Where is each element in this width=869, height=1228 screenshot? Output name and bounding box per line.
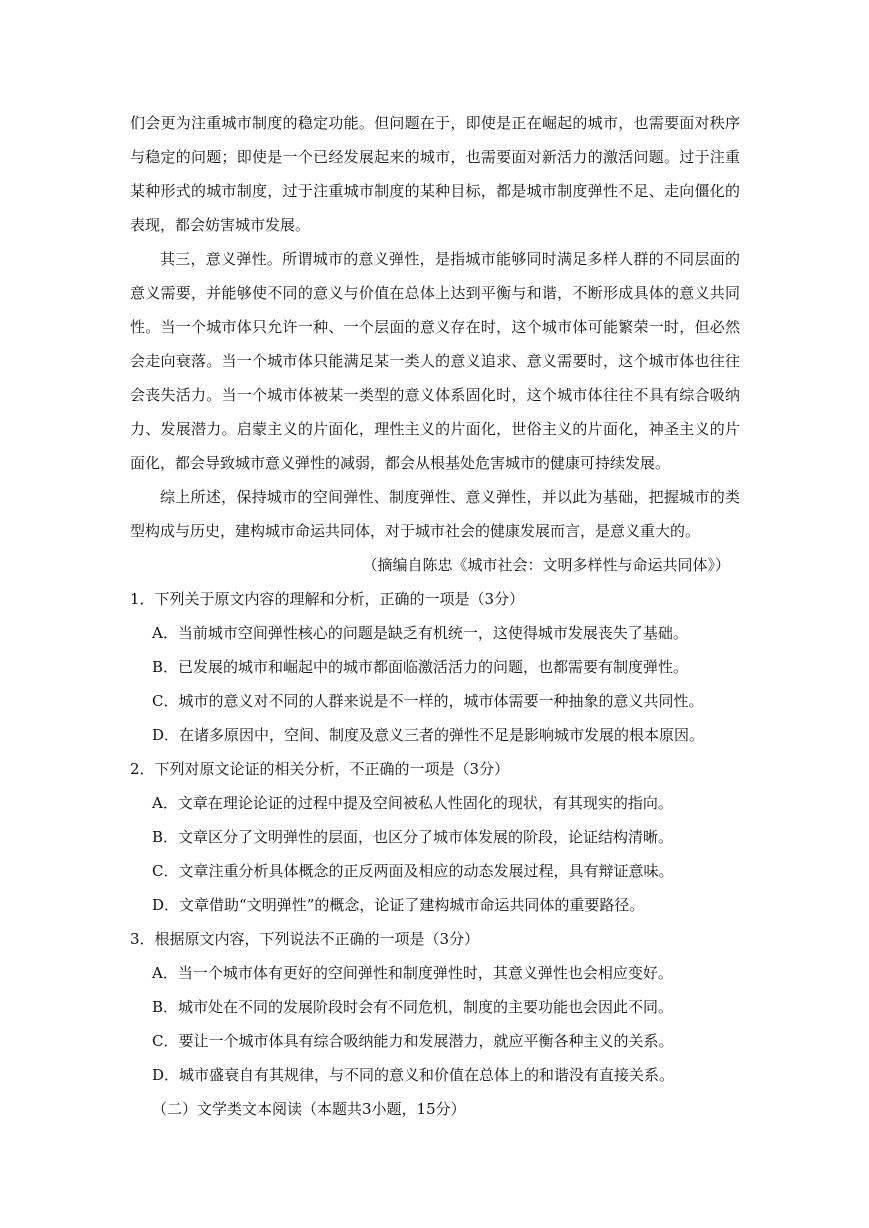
question-2 — [130, 752, 740, 922]
source-citation: （摘编自陈忠《城市社会：文明多样性与命运共同体》） — [362, 556, 730, 574]
question-1 — [130, 582, 740, 752]
option-b: B．文章区分了文明弹性的层面，也区分了城市体发展的阶段，论证结构清晰。 — [152, 828, 674, 846]
question-stem: 1．下列关于原文内容的理解和分析，正确的一项是（3分） — [130, 590, 525, 608]
question-stem: 2．下列对原文论证的相关分析，不正确的一项是（3分） — [130, 760, 510, 778]
option-c: C．文章注重分析具体概念的正反两面及相应的动态发展过程，具有辩证意味。 — [152, 862, 674, 880]
paragraph-conclusion: 综上所述，保持城市的空间弹性、制度弹性、意义弹性，并以此为基础，把握城市的类型构成与历史，建构城市命运共同体，对于城市社会的健康发展而言，是意义重大的。 — [130, 488, 740, 540]
option-b: B．城市处在不同的发展阶段时会有不同危机，制度的主要功能也会因此不同。 — [152, 998, 674, 1016]
question-3 — [130, 922, 740, 1092]
option-d: D．文章借助“文明弹性”的概念，论证了建构城市命运共同体的重要路径。 — [152, 896, 645, 914]
option-a: A．当前城市空间弹性核心的问题是缺乏有机统一，这使得城市发展丧失了基础。 — [152, 624, 688, 642]
paragraph-continuation: 们会更为注重城市制度的稳定功能。但问题在于，即使是正在崛起的城市，也需要面对秩序与稳定的问题；即使是一个已经发展起来的城市，也需要面对新活力的激活问题。过于注重某种形式的城市制度，过于注重城市制度的某种目标，都是城市制度弹性不足、走向僵化的表现，都会妨害城市发展。 — [130, 114, 740, 234]
paragraph-meaning-elasticity: 其三，意义弹性。所谓城市的意义弹性，是指城市能够同时满足多样人群的不同层面的意义需要，并能够使不同的意义与价值在总体上达到平衡与和谐，不断形成具体的意义共同性。当一个城市体只允许一种、一个层面的意义存在时，这个城市体可能繁荣一时，但必然会走向衰落。当一个城市体只能满足某一类人的意义追求、意义需要时，这个城市体也往往会丧失活力。当一个城市体被某一类型的意义体系固化时，这个城市体往往不具有综合吸纳力、发展潜力。启蒙主义的片面化，理性主义的片面化，世俗主义的片面化，神圣主义的片面化，都会导致城市意义弹性的减弱，都会从根基处危害城市的健康可持续发展。 — [130, 250, 740, 472]
option-b: B．已发展的城市和崛起中的城市都面临激活活力的问题，也都需要有制度弹性。 — [152, 658, 689, 676]
option-d: D．在诸多原因中，空间、制度及意义三者的弹性不足是影响城市发展的根本原因。 — [152, 726, 705, 744]
document-content — [130, 106, 740, 1126]
option-a: A．文章在理论论证的过程中提及空间被私人性固化的现状，有其现实的指向。 — [152, 794, 673, 812]
option-a: A．当一个城市体有更好的空间弹性和制度弹性时，其意义弹性也会相应变好。 — [152, 964, 673, 982]
option-d: D．城市盛衰自有其规律，与不同的意义和价值在总体上的和谐没有直接关系。 — [152, 1066, 675, 1084]
section-heading: （二）文学类文本阅读（本题共3小题，15分） — [152, 1100, 466, 1118]
question-stem: 3．根据原文内容，下列说法不正确的一项是（3分） — [130, 930, 480, 948]
option-c: C．城市的意义对不同的人群来说是不一样的，城市体需要一种抽象的意义共同性。 — [152, 692, 704, 710]
option-c: C．要让一个城市体具有综合吸纳能力和发展潜力，就应平衡各种主义的关系。 — [152, 1032, 674, 1050]
